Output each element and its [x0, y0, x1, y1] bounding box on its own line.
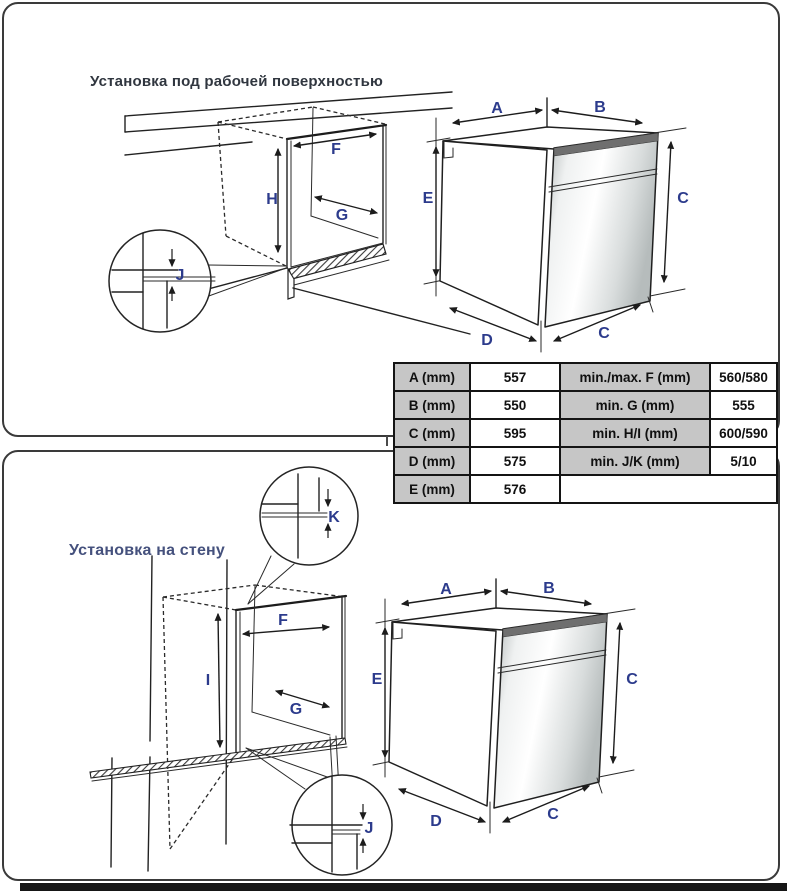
scan-artifact-tick	[386, 436, 388, 446]
table-row	[394, 447, 777, 475]
detail-circle-k	[248, 467, 358, 604]
value-cell: 575	[470, 447, 560, 475]
dim-cell: A (mm)	[394, 363, 470, 391]
value-cell: 576	[470, 475, 560, 503]
value-cell: 555	[710, 391, 777, 419]
dim-label-c-right: C	[677, 190, 689, 207]
dim-label-b: B	[594, 99, 606, 116]
dim-label-f-bottom: F	[278, 612, 288, 629]
dim-cell: E (mm)	[394, 475, 470, 503]
empty-cell	[560, 475, 777, 503]
detail-circle-j-top	[109, 230, 286, 332]
dim-cell: C (mm)	[394, 419, 470, 447]
value-cell: 600/590	[710, 419, 777, 447]
under-worktop-cabinet-drawing	[109, 92, 470, 334]
dim-cell: D (mm)	[394, 447, 470, 475]
dim-label-f-top: F	[331, 141, 341, 158]
section-title-wall-mount: Установка на стену	[69, 542, 226, 560]
wall-cabinet-drawing	[90, 467, 392, 875]
dimensions-table	[393, 362, 778, 504]
shelf-hatched	[90, 738, 346, 778]
value-cell: 560/580	[710, 363, 777, 391]
dim-label-g-bottom: G	[289, 701, 303, 718]
dim-label-i: I	[205, 672, 211, 689]
dim-label-k: K	[328, 509, 340, 526]
dim-label-c-bottom: C	[598, 325, 610, 342]
table-row	[394, 363, 777, 391]
dim-label-j-bottom: J	[364, 820, 374, 837]
detail-circle-j-bottom	[246, 748, 392, 875]
oven-door	[545, 133, 658, 327]
dim-cell: min. G (mm)	[560, 391, 710, 419]
dim-label-a: A	[491, 100, 503, 117]
value-cell: 550	[470, 391, 560, 419]
value-cell: 5/10	[710, 447, 777, 475]
oven-isometric-bottom	[372, 579, 639, 833]
oven-isometric-top	[423, 98, 690, 352]
dim-cell: min. J/K (mm)	[560, 447, 710, 475]
dim-label-h: H	[266, 191, 278, 208]
dim-label-e: E	[422, 190, 434, 207]
page-footer-bar	[20, 883, 787, 891]
dim-label-d: D	[481, 332, 493, 349]
table-row	[394, 475, 777, 503]
value-cell: 557	[470, 363, 560, 391]
dim-cell: B (mm)	[394, 391, 470, 419]
dim-cell: min. H/I (mm)	[560, 419, 710, 447]
dim-label-j-top: J	[175, 267, 185, 284]
value-cell: 595	[470, 419, 560, 447]
table-row	[394, 391, 777, 419]
table-row	[394, 419, 777, 447]
dim-cell: min./max. F (mm)	[560, 363, 710, 391]
dim-label-g-top: G	[335, 207, 349, 224]
section-title-under-worktop: Установка под рабочей поверхностью	[90, 73, 384, 91]
